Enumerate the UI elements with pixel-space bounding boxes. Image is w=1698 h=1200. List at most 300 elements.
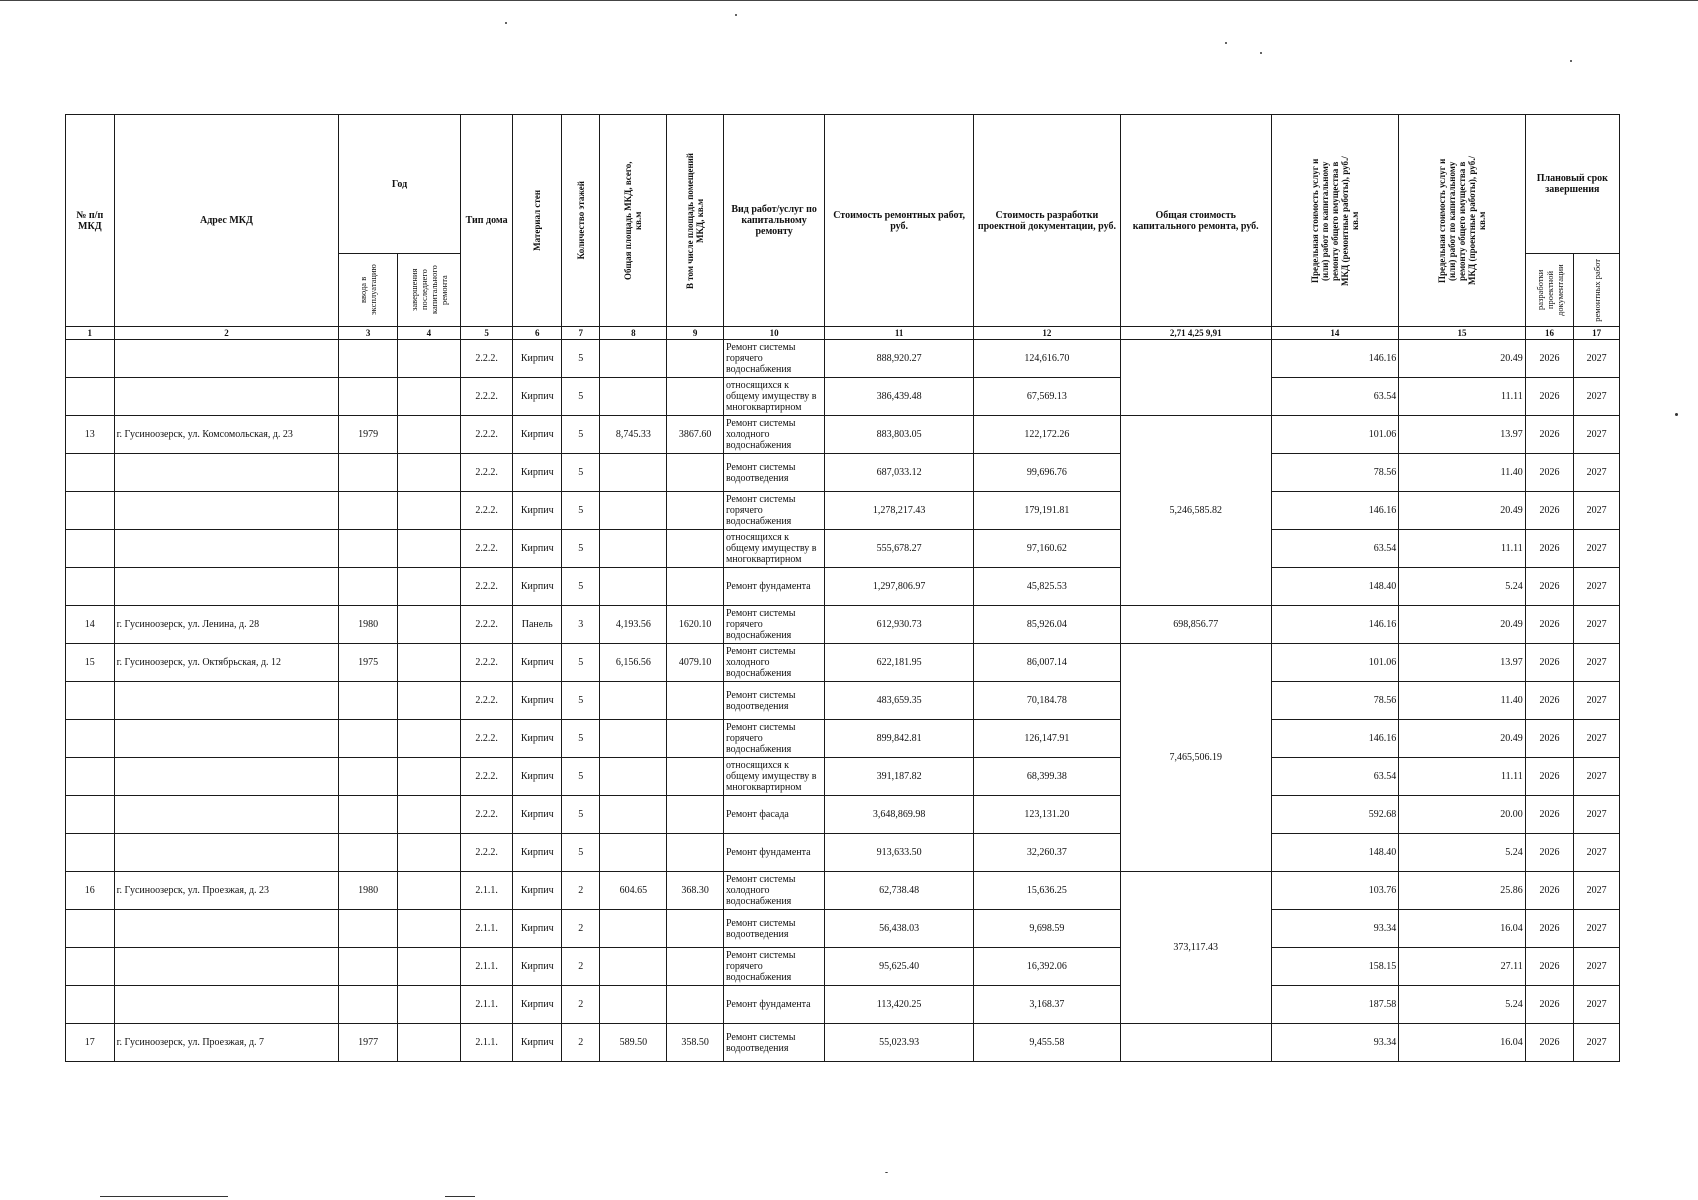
planned-design-year: 2026 — [1525, 910, 1574, 948]
design-cost-cell: 15,636.25 — [974, 872, 1121, 910]
planned-repair-year: 2027 — [1574, 796, 1620, 834]
row-number — [66, 454, 115, 492]
repair-cost-cell: 888,920.27 — [825, 340, 974, 378]
limit-design-cell: 16.04 — [1399, 910, 1526, 948]
row-number — [66, 720, 115, 758]
address-cell — [114, 758, 339, 796]
address-cell — [114, 834, 339, 872]
limit-design-cell: 5.24 — [1399, 986, 1526, 1024]
planned-repair-year: 2027 — [1574, 758, 1620, 796]
column-number: 7 — [562, 327, 600, 340]
total-area-cell — [600, 340, 667, 378]
floors-cell: 5 — [562, 644, 600, 682]
table-row — [66, 416, 1620, 454]
repair-cost-cell: 386,439.48 — [825, 378, 974, 416]
floors-cell: 5 — [562, 530, 600, 568]
premises-area-cell — [667, 834, 724, 872]
scan-speck — [1570, 60, 1572, 62]
table-row — [66, 644, 1620, 682]
address-cell — [114, 796, 339, 834]
total-cost-cell: 698,856.77 — [1120, 606, 1271, 644]
year-last-repair-cell — [398, 568, 461, 606]
total-area-cell — [600, 682, 667, 720]
address-cell — [114, 910, 339, 948]
floors-cell: 5 — [562, 454, 600, 492]
repair-cost-cell: 56,438.03 — [825, 910, 974, 948]
planned-design-year: 2026 — [1525, 986, 1574, 1024]
planned-repair-year: 2027 — [1574, 720, 1620, 758]
year-commissioned-cell — [339, 568, 398, 606]
repair-cost-cell: 55,023.93 — [825, 1024, 974, 1062]
work-type-cell: Ремонт системы горячего водоснабжения — [723, 492, 824, 530]
planned-design-year: 2026 — [1525, 644, 1574, 682]
total-area-cell: 604.65 — [600, 872, 667, 910]
total-area-cell: 4,193.56 — [600, 606, 667, 644]
row-number — [66, 834, 115, 872]
house-type-cell: 2.2.2. — [460, 416, 513, 454]
table-row — [66, 872, 1620, 910]
design-cost-cell: 16,392.06 — [974, 948, 1121, 986]
year-last-repair-cell — [398, 454, 461, 492]
repair-cost-cell: 113,420.25 — [825, 986, 974, 1024]
repair-cost-cell: 1,278,217.43 — [825, 492, 974, 530]
header-year: Год — [339, 115, 460, 254]
planned-repair-year: 2027 — [1574, 986, 1620, 1024]
column-number: 6 — [513, 327, 562, 340]
planned-design-year: 2026 — [1525, 872, 1574, 910]
total-area-cell — [600, 378, 667, 416]
house-type-cell: 2.2.2. — [460, 492, 513, 530]
house-type-cell: 2.1.1. — [460, 1024, 513, 1062]
row-number — [66, 986, 115, 1024]
work-type-cell: Ремонт системы горячего водоснабжения — [723, 948, 824, 986]
table-row — [66, 1024, 1620, 1062]
premises-area-cell — [667, 720, 724, 758]
column-number: 11 — [825, 327, 974, 340]
address-cell — [114, 530, 339, 568]
footnote-line — [445, 1196, 475, 1197]
address-cell — [114, 682, 339, 720]
row-number: 13 — [66, 416, 115, 454]
address-cell: г. Гусиноозерск, ул. Проезжая, д. 7 — [114, 1024, 339, 1062]
premises-area-cell — [667, 454, 724, 492]
limit-repair-cell: 93.34 — [1271, 910, 1399, 948]
total-cost-cell: 373,117.43 — [1120, 872, 1271, 1024]
limit-repair-cell: 63.54 — [1271, 758, 1399, 796]
table-row — [66, 606, 1620, 644]
year-commissioned-cell — [339, 948, 398, 986]
planned-design-year: 2026 — [1525, 378, 1574, 416]
repair-cost-cell: 883,803.05 — [825, 416, 974, 454]
address-cell — [114, 986, 339, 1024]
year-last-repair-cell — [398, 872, 461, 910]
year-commissioned-cell — [339, 340, 398, 378]
year-commissioned-cell — [339, 454, 398, 492]
design-cost-cell: 9,698.59 — [974, 910, 1121, 948]
year-last-repair-cell — [398, 606, 461, 644]
house-type-cell: 2.2.2. — [460, 568, 513, 606]
premises-area-cell — [667, 530, 724, 568]
floors-cell: 5 — [562, 416, 600, 454]
year-last-repair-cell — [398, 720, 461, 758]
house-type-cell: 2.2.2. — [460, 340, 513, 378]
capital-repair-table — [65, 114, 1620, 1062]
wall-material-cell: Кирпич — [513, 834, 562, 872]
design-cost-cell: 99,696.76 — [974, 454, 1121, 492]
premises-area-cell — [667, 796, 724, 834]
premises-area-cell — [667, 910, 724, 948]
year-commissioned-cell — [339, 682, 398, 720]
column-number: 9 — [667, 327, 724, 340]
table-row — [66, 834, 1620, 872]
year-last-repair-cell — [398, 948, 461, 986]
wall-material-cell: Кирпич — [513, 1024, 562, 1062]
row-number — [66, 910, 115, 948]
design-cost-cell: 32,260.37 — [974, 834, 1121, 872]
planned-repair-year: 2027 — [1574, 568, 1620, 606]
floors-cell: 5 — [562, 340, 600, 378]
total-area-cell — [600, 834, 667, 872]
repair-cost-cell: 483,659.35 — [825, 682, 974, 720]
limit-design-cell: 20.00 — [1399, 796, 1526, 834]
planned-repair-year: 2027 — [1574, 682, 1620, 720]
floors-cell: 5 — [562, 720, 600, 758]
wall-material-cell: Кирпич — [513, 340, 562, 378]
work-type-cell: Ремонт системы водоотведения — [723, 910, 824, 948]
year-last-repair-cell — [398, 492, 461, 530]
scan-speck — [885, 1172, 888, 1173]
total-area-cell — [600, 948, 667, 986]
floors-cell: 2 — [562, 986, 600, 1024]
limit-design-cell: 20.49 — [1399, 340, 1526, 378]
work-type-cell: относящихся к общему имуществу в многоквартирном — [723, 530, 824, 568]
design-cost-cell: 45,825.53 — [974, 568, 1121, 606]
year-commissioned-cell — [339, 986, 398, 1024]
header-no: № п/п МКД — [66, 115, 115, 327]
year-last-repair-cell — [398, 416, 461, 454]
planned-design-year: 2026 — [1525, 948, 1574, 986]
limit-repair-cell: 103.76 — [1271, 872, 1399, 910]
table-row — [66, 720, 1620, 758]
table-row — [66, 796, 1620, 834]
limit-repair-cell: 187.58 — [1271, 986, 1399, 1024]
work-type-cell: Ремонт системы холодного водоснабжения — [723, 644, 824, 682]
year-commissioned-cell: 1980 — [339, 872, 398, 910]
footnote-line — [100, 1196, 228, 1197]
year-last-repair-cell — [398, 1024, 461, 1062]
row-number — [66, 796, 115, 834]
limit-repair-cell: 63.54 — [1271, 530, 1399, 568]
limit-design-cell: 11.11 — [1399, 378, 1526, 416]
total-area-cell — [600, 568, 667, 606]
limit-repair-cell: 93.34 — [1271, 1024, 1399, 1062]
limit-repair-cell: 158.15 — [1271, 948, 1399, 986]
floors-cell: 2 — [562, 948, 600, 986]
header-repair-cost: Стоимость ремонтных работ, руб. — [825, 115, 974, 327]
address-cell — [114, 948, 339, 986]
header-planned-repair: ремонтных работ — [1574, 254, 1620, 327]
repair-cost-cell: 1,297,806.97 — [825, 568, 974, 606]
header-work-type: Вид работ/услуг по капитальному ремонту — [723, 115, 824, 327]
design-cost-cell: 122,172.26 — [974, 416, 1121, 454]
work-type-cell: относящихся к общему имуществу в многоквартирном — [723, 758, 824, 796]
year-commissioned-cell: 1977 — [339, 1024, 398, 1062]
work-type-cell: Ремонт фасада — [723, 796, 824, 834]
planned-repair-year: 2027 — [1574, 872, 1620, 910]
year-last-repair-cell — [398, 758, 461, 796]
design-cost-cell: 68,399.38 — [974, 758, 1121, 796]
wall-material-cell: Кирпич — [513, 568, 562, 606]
table-row — [66, 682, 1620, 720]
year-commissioned-cell — [339, 834, 398, 872]
header-total-area: Общая площадь МКД, всего, кв.м — [600, 115, 667, 327]
limit-design-cell: 11.40 — [1399, 682, 1526, 720]
table-row — [66, 530, 1620, 568]
wall-material-cell: Кирпич — [513, 872, 562, 910]
wall-material-cell: Кирпич — [513, 378, 562, 416]
column-numbers-row — [66, 327, 1620, 340]
planned-design-year: 2026 — [1525, 1024, 1574, 1062]
total-cost-cell — [1120, 1024, 1271, 1062]
floors-cell: 2 — [562, 910, 600, 948]
premises-area-cell — [667, 682, 724, 720]
house-type-cell: 2.2.2. — [460, 682, 513, 720]
header-premises-area: В том числе площадь помещений МКД, кв.м — [667, 115, 724, 327]
planned-design-year: 2026 — [1525, 492, 1574, 530]
limit-design-cell: 5.24 — [1399, 834, 1526, 872]
column-number: 1 — [66, 327, 115, 340]
work-type-cell: Ремонт системы холодного водоснабжения — [723, 872, 824, 910]
year-commissioned-cell — [339, 720, 398, 758]
total-area-cell — [600, 492, 667, 530]
planned-design-year: 2026 — [1525, 758, 1574, 796]
planned-design-year: 2026 — [1525, 606, 1574, 644]
limit-repair-cell: 146.16 — [1271, 720, 1399, 758]
year-last-repair-cell — [398, 530, 461, 568]
planned-design-year: 2026 — [1525, 340, 1574, 378]
floors-cell: 5 — [562, 568, 600, 606]
work-type-cell: Ремонт фундамента — [723, 986, 824, 1024]
planned-repair-year: 2027 — [1574, 492, 1620, 530]
wall-material-cell: Кирпич — [513, 910, 562, 948]
wall-material-cell: Кирпич — [513, 492, 562, 530]
year-commissioned-cell: 1980 — [339, 606, 398, 644]
floors-cell: 5 — [562, 378, 600, 416]
floors-cell: 5 — [562, 834, 600, 872]
limit-repair-cell: 78.56 — [1271, 454, 1399, 492]
header-wall-material: Материал стен — [513, 115, 562, 327]
planned-repair-year: 2027 — [1574, 378, 1620, 416]
total-area-cell — [600, 910, 667, 948]
year-last-repair-cell — [398, 986, 461, 1024]
total-area-cell — [600, 758, 667, 796]
floors-cell: 5 — [562, 796, 600, 834]
work-type-cell: Ремонт системы водоотведения — [723, 682, 824, 720]
column-number: 10 — [723, 327, 824, 340]
limit-repair-cell: 101.06 — [1271, 416, 1399, 454]
limit-repair-cell: 63.54 — [1271, 378, 1399, 416]
row-number — [66, 682, 115, 720]
scan-speck — [1675, 413, 1678, 416]
table-row — [66, 910, 1620, 948]
floors-cell: 2 — [562, 1024, 600, 1062]
total-area-cell — [600, 986, 667, 1024]
row-number — [66, 758, 115, 796]
wall-material-cell: Кирпич — [513, 454, 562, 492]
planned-design-year: 2026 — [1525, 454, 1574, 492]
header-year-commissioned: ввода в эксплуатацию — [339, 254, 398, 327]
table-row — [66, 568, 1620, 606]
column-number: 2,71 4,25 9,91 — [1120, 327, 1271, 340]
table-row — [66, 454, 1620, 492]
header-house-type: Тип дома — [460, 115, 513, 327]
header-planned: Плановый срок завершения — [1525, 115, 1619, 254]
planned-design-year: 2026 — [1525, 834, 1574, 872]
column-number: 17 — [1574, 327, 1620, 340]
house-type-cell: 2.2.2. — [460, 378, 513, 416]
address-cell: г. Гусиноозерск, ул. Комсомольская, д. 23 — [114, 416, 339, 454]
table-row — [66, 986, 1620, 1024]
year-last-repair-cell — [398, 682, 461, 720]
premises-area-cell — [667, 568, 724, 606]
planned-repair-year: 2027 — [1574, 416, 1620, 454]
premises-area-cell — [667, 948, 724, 986]
address-cell: г. Гусиноозерск, ул. Проезжая, д. 23 — [114, 872, 339, 910]
work-type-cell: Ремонт системы горячего водоснабжения — [723, 720, 824, 758]
premises-area-cell: 3867.60 — [667, 416, 724, 454]
premises-area-cell: 358.50 — [667, 1024, 724, 1062]
floors-cell: 2 — [562, 872, 600, 910]
address-cell — [114, 340, 339, 378]
design-cost-cell: 3,168.37 — [974, 986, 1121, 1024]
total-area-cell — [600, 454, 667, 492]
planned-design-year: 2026 — [1525, 530, 1574, 568]
design-cost-cell: 123,131.20 — [974, 796, 1121, 834]
year-commissioned-cell — [339, 796, 398, 834]
header-design-cost: Стоимость разработки проектной документации, руб. — [974, 115, 1121, 327]
header-year-last-repair: завершения последнего капитального ремонта — [398, 254, 461, 327]
design-cost-cell: 67,569.13 — [974, 378, 1121, 416]
year-last-repair-cell — [398, 796, 461, 834]
year-last-repair-cell — [398, 378, 461, 416]
row-number — [66, 492, 115, 530]
premises-area-cell — [667, 492, 724, 530]
row-number: 14 — [66, 606, 115, 644]
premises-area-cell — [667, 758, 724, 796]
column-number: 15 — [1399, 327, 1526, 340]
scan-top-edge — [0, 0, 1698, 1]
column-number: 5 — [460, 327, 513, 340]
house-type-cell: 2.1.1. — [460, 948, 513, 986]
repair-cost-cell: 3,648,869.98 — [825, 796, 974, 834]
planned-repair-year: 2027 — [1574, 644, 1620, 682]
limit-design-cell: 16.04 — [1399, 1024, 1526, 1062]
limit-repair-cell: 148.40 — [1271, 568, 1399, 606]
total-area-cell: 8,745.33 — [600, 416, 667, 454]
total-area-cell — [600, 796, 667, 834]
total-cost-cell: 7,465,506.19 — [1120, 644, 1271, 872]
wall-material-cell: Кирпич — [513, 416, 562, 454]
repair-cost-cell: 62,738.48 — [825, 872, 974, 910]
scan-speck — [1260, 52, 1262, 54]
row-number: 16 — [66, 872, 115, 910]
planned-design-year: 2026 — [1525, 682, 1574, 720]
year-last-repair-cell — [398, 644, 461, 682]
repair-cost-cell: 391,187.82 — [825, 758, 974, 796]
column-number: 4 — [398, 327, 461, 340]
limit-design-cell: 11.11 — [1399, 758, 1526, 796]
house-type-cell: 2.2.2. — [460, 834, 513, 872]
year-commissioned-cell — [339, 758, 398, 796]
row-number — [66, 568, 115, 606]
wall-material-cell: Кирпич — [513, 720, 562, 758]
wall-material-cell: Кирпич — [513, 948, 562, 986]
floors-cell: 5 — [562, 682, 600, 720]
limit-design-cell: 20.49 — [1399, 606, 1526, 644]
work-type-cell: Ремонт системы водоотведения — [723, 1024, 824, 1062]
house-type-cell: 2.1.1. — [460, 910, 513, 948]
planned-repair-year: 2027 — [1574, 606, 1620, 644]
repair-cost-cell: 95,625.40 — [825, 948, 974, 986]
wall-material-cell: Кирпич — [513, 530, 562, 568]
planned-design-year: 2026 — [1525, 720, 1574, 758]
year-last-repair-cell — [398, 834, 461, 872]
premises-area-cell — [667, 378, 724, 416]
limit-design-cell: 13.97 — [1399, 416, 1526, 454]
address-cell — [114, 568, 339, 606]
wall-material-cell: Кирпич — [513, 986, 562, 1024]
work-type-cell: Ремонт системы горячего водоснабжения — [723, 340, 824, 378]
design-cost-cell: 97,160.62 — [974, 530, 1121, 568]
row-number — [66, 340, 115, 378]
row-number: 15 — [66, 644, 115, 682]
table-row — [66, 340, 1620, 378]
row-number — [66, 378, 115, 416]
row-number — [66, 530, 115, 568]
wall-material-cell: Панель — [513, 606, 562, 644]
limit-design-cell: 11.11 — [1399, 530, 1526, 568]
scan-speck — [505, 22, 507, 24]
planned-design-year: 2026 — [1525, 796, 1574, 834]
repair-cost-cell: 612,930.73 — [825, 606, 974, 644]
header-address: Адрес МКД — [114, 115, 339, 327]
design-cost-cell: 86,007.14 — [974, 644, 1121, 682]
year-commissioned-cell: 1975 — [339, 644, 398, 682]
scan-speck — [1225, 42, 1227, 44]
house-type-cell: 2.2.2. — [460, 720, 513, 758]
house-type-cell: 2.2.2. — [460, 454, 513, 492]
row-number: 17 — [66, 1024, 115, 1062]
column-number: 2 — [114, 327, 339, 340]
column-number: 3 — [339, 327, 398, 340]
total-area-cell: 6,156.56 — [600, 644, 667, 682]
header-limit-design: Предельная стоимость услуг и (или) работ по капитальному ремонту общего имущества в МКД (проектные работы), руб./кв.м — [1399, 115, 1526, 327]
limit-design-cell: 13.97 — [1399, 644, 1526, 682]
limit-repair-cell: 592.68 — [1271, 796, 1399, 834]
floors-cell: 5 — [562, 492, 600, 530]
wall-material-cell: Кирпич — [513, 796, 562, 834]
repair-cost-cell: 899,842.81 — [825, 720, 974, 758]
repair-cost-cell: 622,181.95 — [825, 644, 974, 682]
house-type-cell: 2.1.1. — [460, 986, 513, 1024]
design-cost-cell: 70,184.78 — [974, 682, 1121, 720]
limit-design-cell: 25.86 — [1399, 872, 1526, 910]
year-commissioned-cell — [339, 530, 398, 568]
column-number: 16 — [1525, 327, 1574, 340]
floors-cell: 3 — [562, 606, 600, 644]
work-type-cell: Ремонт фундамента — [723, 568, 824, 606]
column-number: 8 — [600, 327, 667, 340]
